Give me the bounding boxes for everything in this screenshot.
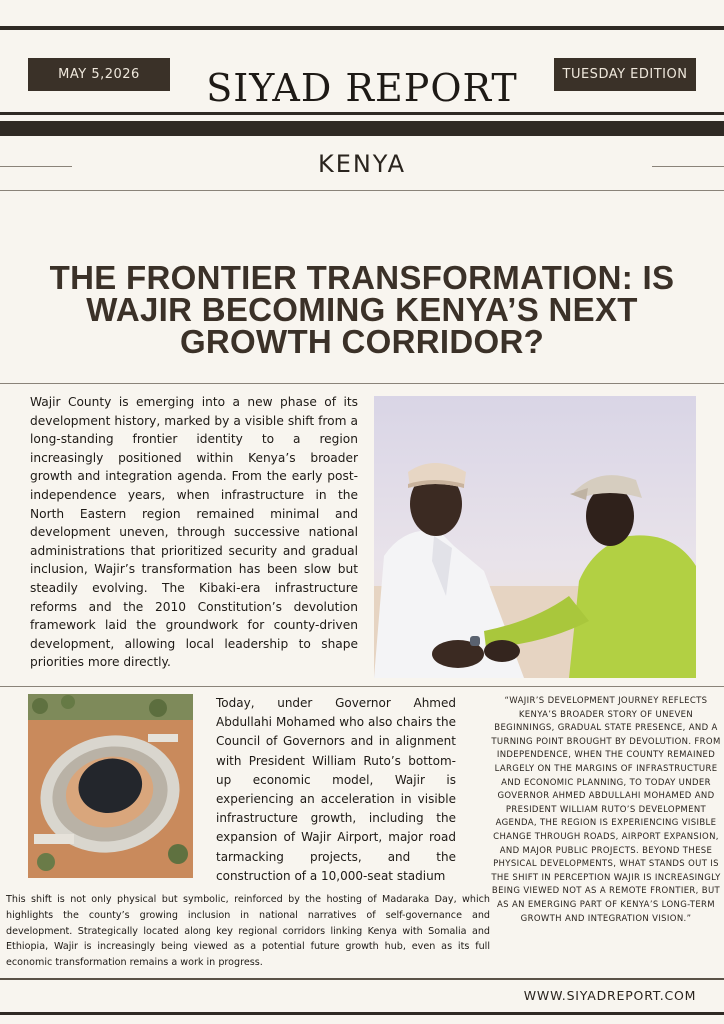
masthead-rule-thin <box>0 112 724 115</box>
leaders-handshake-photo <box>374 396 696 678</box>
pull-quote: “WAJIR’S DEVELOPMENT JOURNEY REFLECTS KENYA’S BROADER STORY OF UNEVEN BEGINNINGS, GRADUAL STATE PRESENCE, AND A TURNING POINT BROUGHT BY DEVOLUTION. FROM INDEPENDENCE, WHEN THE COUNTY REMAINED LARGELY ON THE MARGINS OF INFRASTRUCTURE AND ECONOMIC PLANNING, TO TODAY UNDER GOVERNOR AHMED ABDULLAHI MOHAMED AND PRESIDENT WILLIAM RUTO’S DEVELOPMENT AGENDA, THE REGION IS EXPERIENCING VISIBLE CHANGE THROUGH ROADS, AIRPORT EXPANSION, AND MAJOR PUBLIC PROJECTS. BEYOND THESE PHYSICAL DEVELOPMENTS, WHAT STANDS OUT IS THE SHIFT IN PERCEPTION WAJIR IS INCREASINGLY BEING VIEWED NOT AS A REMOTE FRONTIER, BUT AS AN EMERGING PART OF KENYA’S LONG-TERM GROWTH AND INTEGRATION VISION.” <box>491 696 721 924</box>
article-paragraph-3: This shift is not only physical but symbolic, reinforced by the hosting of Madaraka Day, which highlights the county’s growing inclusion in national narratives of self-governance and development. Strategically located along key regional corridors linking Kenya with Somalia and Ethiopia, Wajir is increasingly being viewed as a potential future growth hub, even as its full economic transformation remains a work in progress. <box>6 894 490 969</box>
bottom-rule <box>0 1012 724 1015</box>
mid-rule <box>0 686 724 687</box>
headline-rule <box>0 383 724 384</box>
article-paragraph-2: Today, under Governor Ahmed Abdullahi Mohamed who also chairs the Council of Governors and in alignment with President William Ruto’s bottom-up economic model, Wajir is experiencing an acceleration in visible infrastructure growth, including the expansion of Wajir Airport, major road tarmacking projects, and the construction of a 10,000-seat stadium <box>216 696 456 883</box>
website-link[interactable]: WWW.SIYADREPORT.COM <box>523 988 697 1003</box>
article-headline: THE FRONTIER TRANSFORMATION: IS WAJIR BECOMING KENYA’S NEXT GROWTH CORRIDOR? <box>49 259 675 360</box>
footer-rule <box>0 978 724 980</box>
masthead-title: SIYAD REPORT <box>206 66 518 110</box>
article-paragraph-1: Wajir County is emerging into a new phase of its development history, marked by a visible shift from a long-standing frontier identity to a region increasingly positioned within Kenya’s broader growth and integration agenda. From the early post-independence years, when infrastructure in the North Eastern region remained minimal and development uneven, through successive national administrations that prioritized security and gradual inclusion, Wajir’s transformation has been slow but steadily evolving. The Kibaki-era infrastructure reforms and the 2010 Constitution’s devolution framework laid the groundwork for county-driven development, allowing local leadership to shape priorities more directly. <box>30 395 358 670</box>
date-text: MAY 5,2026 <box>58 67 140 82</box>
masthead-rule-thick <box>0 121 724 136</box>
top-rule <box>0 26 724 30</box>
date-badge <box>28 58 170 91</box>
edition-badge <box>554 58 696 91</box>
section-label: KENYA <box>317 150 407 178</box>
edition-text: TUESDAY EDITION <box>562 67 688 82</box>
section-bottom-rule <box>0 190 724 191</box>
stadium-aerial-photo <box>28 694 193 878</box>
